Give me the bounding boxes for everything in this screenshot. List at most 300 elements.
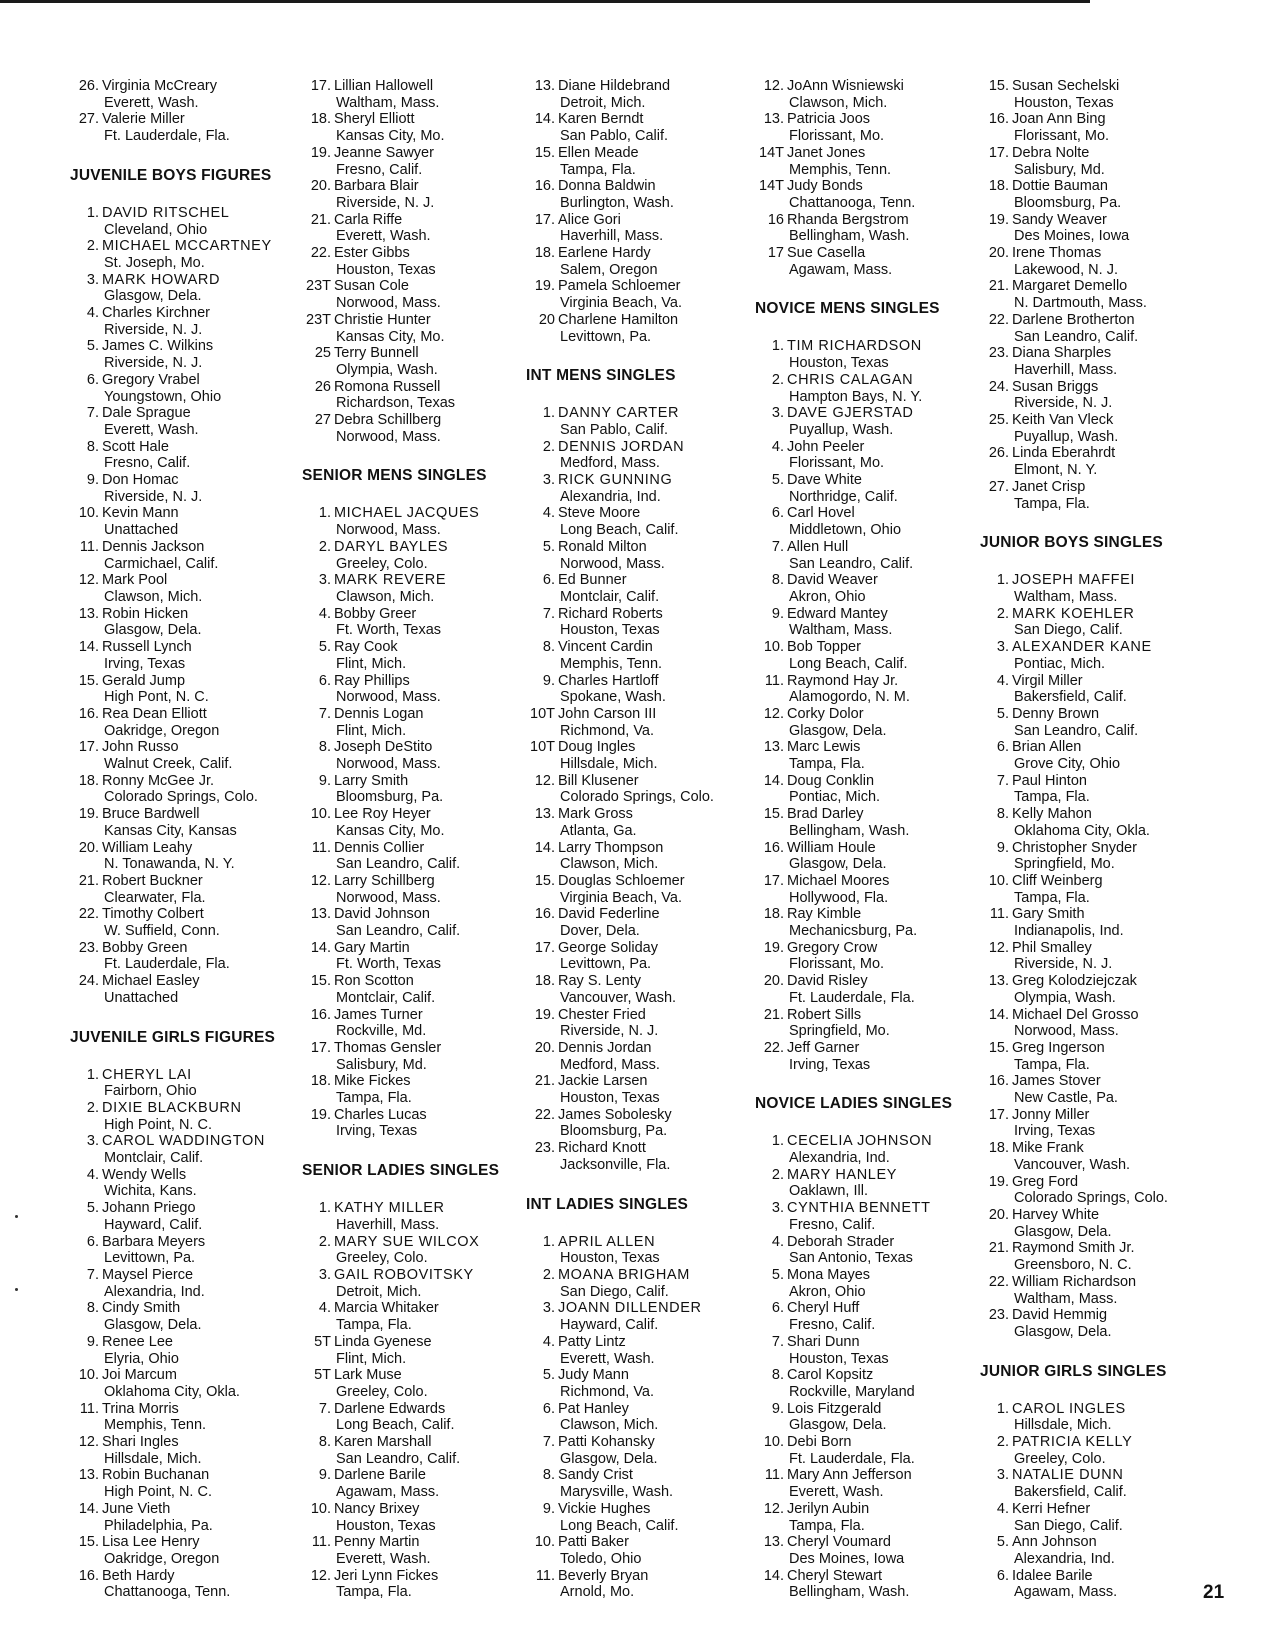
- placement-number: 15.: [534, 144, 555, 161]
- result-entry: [526, 1073, 714, 1106]
- result-entry: [755, 1133, 952, 1166]
- skater-name: John Russo: [102, 739, 179, 756]
- skater-location: Rockville, Maryland: [789, 1383, 915, 1400]
- skater-location: Elmont, N. Y.: [1014, 462, 1098, 479]
- placement-number: 23.: [534, 1140, 555, 1157]
- skater-name: Judy Bonds: [787, 178, 863, 195]
- result-entry: [980, 572, 1168, 605]
- skater-location: Flint, Mich.: [336, 722, 407, 739]
- skater-location: Arnold, Mo.: [560, 1584, 635, 1601]
- result-entry: [980, 1073, 1168, 1106]
- placement-number: 19.: [534, 278, 555, 295]
- skater-location: San Leandro, Calif.: [336, 1450, 461, 1467]
- placement-number: 13.: [534, 806, 555, 823]
- skater-name: Jeri Lynn Fickes: [334, 1567, 439, 1584]
- skater-location: Levittown, Pa.: [560, 956, 652, 973]
- skater-location: Riverside, N. J.: [1014, 395, 1113, 412]
- skater-name: Irene Thomas: [1012, 245, 1102, 262]
- skater-name: Debi Born: [787, 1434, 852, 1451]
- result-entry: [302, 1234, 499, 1267]
- placement-number: 22.: [988, 311, 1009, 328]
- placement-number: 7.: [542, 605, 555, 622]
- result-entry: [70, 806, 275, 839]
- skater-name: Joan Ann Bing: [1012, 111, 1106, 128]
- skater-name: Larry Thompson: [558, 839, 664, 856]
- placement-number: 8.: [86, 438, 99, 455]
- placement-number: 15.: [763, 806, 784, 823]
- placement-number: 5.: [996, 705, 1009, 722]
- skater-location: Bloomsburg, Pa.: [560, 1123, 668, 1140]
- skater-name: Bruce Bardwell: [102, 806, 200, 823]
- result-entry: [755, 1434, 952, 1467]
- placement-number: 13.: [763, 739, 784, 756]
- skater-location: Memphis, Tenn.: [560, 655, 663, 672]
- skater-location: Tampa, Fla.: [1014, 495, 1090, 512]
- skater-location: Pontiac, Mich.: [789, 789, 881, 806]
- skater-name: Brad Darley: [787, 806, 864, 823]
- result-entry: [755, 439, 952, 472]
- skater-name: DARYL BAYLES: [334, 538, 449, 555]
- skater-name: David Weaver: [787, 572, 878, 589]
- result-entry: [302, 245, 499, 278]
- skater-location: Wichita, Kans.: [104, 1183, 197, 1200]
- result-entry: [70, 572, 275, 605]
- skater-name: Ron Scotton: [334, 973, 414, 990]
- skater-name: DENNIS JORDAN: [558, 438, 685, 455]
- skater-location: Atlanta, Ga.: [560, 822, 637, 839]
- skater-name: Alice Gori: [558, 211, 621, 228]
- placement-number: 1.: [86, 204, 99, 221]
- placement-number: 7.: [996, 772, 1009, 789]
- skater-name: Edward Mantey: [787, 605, 888, 622]
- placement-number: 19.: [763, 939, 784, 956]
- result-entry: [755, 906, 952, 939]
- skater-location: Ft. Worth, Texas: [336, 956, 442, 973]
- skater-name: Trina Morris: [102, 1400, 179, 1417]
- skater-name: Christopher Snyder: [1012, 839, 1137, 856]
- skater-location: Oklahoma City, Okla.: [104, 1383, 240, 1400]
- skater-location: Greeley, Colo.: [336, 1250, 428, 1267]
- result-entry: [980, 1007, 1168, 1040]
- skater-location: San Leandro, Calif.: [1014, 328, 1139, 345]
- column-1: [70, 78, 275, 1601]
- result-entry: [70, 539, 275, 572]
- result-entry: [980, 1240, 1168, 1273]
- skater-name: JOSEPH MAFFEI: [1012, 572, 1136, 589]
- result-entry: [70, 1067, 275, 1100]
- skater-name: Lisa Lee Henry: [102, 1534, 200, 1551]
- skater-location: Hampton Bays, N. Y.: [789, 388, 923, 405]
- result-entry: [526, 1534, 714, 1567]
- result-entry: [526, 1140, 714, 1173]
- skater-name: Robert Sills: [787, 1006, 862, 1023]
- placement-number: 24.: [78, 973, 99, 990]
- result-entry: [526, 1040, 714, 1073]
- placement-number: 21.: [534, 1073, 555, 1090]
- result-entry: [302, 572, 499, 605]
- skater-name: Idalee Barile: [1012, 1567, 1093, 1584]
- section-heading: JUVENILE BOYS FIGURES: [70, 166, 272, 184]
- skater-location: Philadelphia, Pa.: [104, 1517, 213, 1534]
- result-entry: [755, 145, 952, 178]
- placement-number: 11.: [535, 1567, 555, 1584]
- result-entry: [526, 1300, 714, 1333]
- result-entry: [980, 1568, 1168, 1601]
- skater-name: Harvey White: [1012, 1207, 1100, 1223]
- skater-location: Ft. Worth, Texas: [336, 622, 442, 639]
- placement-number: 27.: [988, 478, 1009, 495]
- skater-name: Patty Lintz: [558, 1333, 626, 1350]
- skater-name: JOANN DILLENDER: [558, 1300, 702, 1317]
- skater-name: Gerald Jump: [102, 672, 186, 689]
- skater-location: San Leandro, Calif.: [336, 856, 461, 873]
- skater-name: MARK REVERE: [334, 572, 447, 589]
- result-entry: [70, 940, 275, 973]
- skater-location: Ft. Lauderdale, Fla.: [789, 1450, 915, 1467]
- result-entry: [980, 806, 1168, 839]
- result-entry: [526, 1568, 714, 1601]
- skater-location: Florissant, Mo.: [789, 128, 885, 145]
- skater-name: Dottie Bauman: [1012, 178, 1108, 195]
- placement-number: 2.: [771, 1166, 784, 1183]
- placement-number: 6.: [86, 371, 99, 388]
- skater-name: Vickie Hughes: [558, 1500, 651, 1517]
- result-entry: [70, 1234, 275, 1267]
- skater-location: Unattached: [104, 989, 179, 1006]
- placement-number: 6.: [771, 1300, 784, 1317]
- skater-location: Bellingham, Wash.: [789, 822, 910, 839]
- skater-location: Everett, Wash.: [336, 228, 431, 245]
- placement-number: 1.: [542, 1233, 555, 1250]
- skater-location: Kansas City, Mo.: [336, 128, 445, 145]
- skater-location: Chattanooga, Tenn.: [789, 194, 916, 211]
- skater-location: Olympia, Wash.: [1014, 989, 1116, 1006]
- skater-location: Norwood, Mass.: [1014, 1023, 1119, 1040]
- result-entry: [755, 1300, 952, 1333]
- skater-name: CYNTHIA BENNETT: [787, 1200, 931, 1217]
- placement-number: 21.: [78, 872, 99, 889]
- skater-name: Mike Fickes: [334, 1073, 411, 1090]
- skater-location: Houston, Texas: [336, 1517, 436, 1534]
- skater-location: Tampa, Fla.: [336, 1584, 412, 1601]
- skater-name: TIM RICHARDSON: [787, 338, 922, 355]
- result-entry: [302, 1534, 499, 1567]
- skater-name: Ray Kimble: [787, 906, 862, 923]
- skater-name: Beverly Bryan: [558, 1567, 649, 1584]
- skater-location: Bloomsburg, Pa.: [336, 789, 444, 806]
- placement-number: 23.: [988, 345, 1009, 362]
- skater-name: James C. Wilkins: [102, 338, 214, 355]
- skater-location: Florissant, Mo.: [1014, 128, 1110, 145]
- result-entry: [70, 739, 275, 772]
- result-entry: [980, 1107, 1168, 1140]
- skater-location: High Point, N. C.: [104, 1484, 212, 1501]
- skater-name: Raymond Hay Jr.: [787, 672, 899, 689]
- skater-location: Springfield, Mo.: [789, 1023, 890, 1040]
- skater-name: George Soliday: [558, 939, 658, 956]
- skater-location: Clawson, Mich.: [560, 1417, 659, 1434]
- skater-location: Detroit, Mich.: [336, 1283, 422, 1300]
- skater-name: Susan Sechelski: [1012, 78, 1120, 94]
- result-entry: [70, 673, 275, 706]
- skater-location: Hillsdale, Mich.: [1014, 1417, 1112, 1434]
- skater-name: GAIL ROBOVITSKY: [334, 1267, 474, 1283]
- skater-name: Mary Ann Jefferson: [787, 1467, 912, 1484]
- skater-name: Michael Easley: [102, 973, 200, 990]
- result-entry: [980, 1501, 1168, 1534]
- skater-name: Carla Riffe: [334, 211, 403, 228]
- skater-location: Elyria, Ohio: [104, 1350, 179, 1367]
- skater-name: Paul Hinton: [1012, 772, 1087, 789]
- placement-number: 4.: [771, 1233, 784, 1250]
- placement-number: 16.: [988, 111, 1009, 128]
- skater-name: Virginia McCreary: [102, 78, 217, 94]
- skater-location: Cleveland, Ohio: [104, 221, 208, 238]
- result-entry: [302, 906, 499, 939]
- result-entry: [755, 973, 952, 1006]
- result-entry: [526, 773, 714, 806]
- placement-number: 20.: [310, 178, 331, 195]
- result-entry: [755, 78, 952, 111]
- skater-name: Deborah Strader: [787, 1233, 895, 1250]
- result-entry: [980, 906, 1168, 939]
- placement-number: 15.: [78, 1534, 99, 1551]
- placement-number: 6.: [542, 572, 555, 589]
- result-entry: [526, 1334, 714, 1367]
- result-entry: [526, 940, 714, 973]
- result-entry: [302, 940, 499, 973]
- skater-name: Dale Sprague: [102, 405, 191, 422]
- skater-name: Darlene Barile: [334, 1467, 426, 1484]
- placement-number: 14.: [988, 1006, 1009, 1023]
- skater-name: Michael Del Grosso: [1012, 1006, 1139, 1023]
- result-entry: [526, 1234, 714, 1267]
- placement-number: 20.: [763, 973, 784, 990]
- placement-number: 9.: [542, 1500, 555, 1517]
- skater-location: Bellingham, Wash.: [789, 1584, 910, 1601]
- result-entry: [980, 973, 1168, 1006]
- skater-location: Bellingham, Wash.: [789, 228, 910, 245]
- skater-name: Ann Johnson: [1012, 1534, 1097, 1551]
- skater-location: Clawson, Mich.: [560, 856, 659, 873]
- skater-location: Tampa, Fla.: [336, 1317, 412, 1334]
- skater-name: Charlene Hamilton: [558, 311, 679, 328]
- skater-name: Margaret Demello: [1012, 278, 1128, 295]
- placement-number: 19.: [310, 144, 331, 161]
- result-entry: [980, 312, 1168, 345]
- placement-number: 12.: [988, 939, 1009, 956]
- placement-number: 16.: [988, 1073, 1009, 1090]
- skater-location: Clawson, Mich.: [104, 588, 203, 605]
- skater-name: CECELIA JOHNSON: [787, 1133, 933, 1150]
- placement-number: 14T: [759, 144, 784, 161]
- skater-location: Lakewood, N. J.: [1014, 261, 1118, 278]
- placement-number: 27.: [78, 111, 99, 128]
- skater-name: Jeanne Sawyer: [334, 144, 434, 161]
- skater-name: Kelly Mahon: [1012, 806, 1092, 823]
- skater-location: Salisbury, Md.: [336, 1056, 427, 1073]
- result-entry: [302, 1434, 499, 1467]
- skater-location: Spokane, Wash.: [560, 689, 666, 706]
- skater-location: Detroit, Mich.: [560, 94, 646, 111]
- result-entry: [755, 1334, 952, 1367]
- skater-location: Carmichael, Calif.: [104, 555, 219, 572]
- skater-name: Ray S. Lenty: [558, 973, 642, 990]
- placement-number: 3.: [771, 1200, 784, 1217]
- result-entry: [980, 445, 1168, 478]
- skater-name: Robert Buckner: [102, 872, 203, 889]
- result-entry: [302, 1267, 499, 1300]
- result-entry: [526, 472, 714, 505]
- section-heading: NOVICE LADIES SINGLES: [755, 1095, 953, 1113]
- placement-number: 5.: [318, 639, 331, 656]
- placement-number: 2.: [996, 1434, 1009, 1451]
- skater-name: JoAnn Wisniewski: [787, 78, 904, 94]
- skater-location: Vancouver, Wash.: [1014, 1156, 1131, 1173]
- skater-name: Vincent Cardin: [558, 639, 653, 656]
- skater-name: Mike Frank: [1012, 1140, 1084, 1157]
- result-entry: [526, 706, 714, 739]
- skater-name: Mona Mayes: [787, 1267, 871, 1283]
- result-entry: [980, 111, 1168, 144]
- placement-number: 7.: [771, 1333, 784, 1350]
- result-entry: [980, 1534, 1168, 1567]
- placement-number: 12.: [310, 1567, 331, 1584]
- skater-location: Tampa, Fla.: [789, 1517, 865, 1534]
- skater-location: Fresno, Calif.: [104, 455, 191, 472]
- placement-number: 22.: [763, 1039, 784, 1056]
- skater-location: Kansas City, Mo.: [336, 822, 445, 839]
- skater-name: Jeff Garner: [787, 1039, 860, 1056]
- placement-number: 12.: [310, 872, 331, 889]
- skater-name: Ray Cook: [334, 639, 398, 656]
- skater-name: Dennis Collier: [334, 839, 425, 856]
- skater-name: Gary Martin: [334, 939, 410, 956]
- placement-number: 11.: [764, 672, 784, 689]
- result-entry: [755, 1167, 952, 1200]
- result-entry: [980, 673, 1168, 706]
- result-entry: [755, 706, 952, 739]
- skater-location: Norwood, Mass.: [336, 295, 441, 312]
- skater-name: Barbara Meyers: [102, 1233, 206, 1250]
- skater-location: High Pont, N. C.: [104, 689, 209, 706]
- skater-location: Mechanicsburg, Pa.: [789, 923, 918, 940]
- column-5: [980, 78, 1168, 1601]
- result-entry: [526, 906, 714, 939]
- skater-location: Grove City, Ohio: [1014, 756, 1121, 773]
- skater-location: Montclair, Calif.: [104, 1150, 204, 1167]
- result-entry: [526, 806, 714, 839]
- placement-number: 10.: [763, 639, 784, 656]
- placement-number: 4.: [318, 1300, 331, 1317]
- result-entry: [980, 773, 1168, 806]
- result-entry: [755, 873, 952, 906]
- skater-name: DAVE GJERSTAD: [787, 405, 914, 422]
- placement-number: 23.: [988, 1307, 1009, 1324]
- result-entry: [980, 940, 1168, 973]
- skater-location: St. Joseph, Mo.: [104, 254, 205, 271]
- result-entry: [755, 739, 952, 772]
- skater-location: Riverside, N. J.: [1014, 956, 1113, 973]
- skater-name: Susan Cole: [334, 278, 409, 295]
- skater-name: Kerri Hefner: [1012, 1500, 1091, 1517]
- skater-location: Tampa, Fla.: [1014, 889, 1090, 906]
- skater-name: MARY HANLEY: [787, 1166, 898, 1183]
- skater-name: Mark Pool: [102, 572, 168, 589]
- placement-number: 18.: [534, 973, 555, 990]
- skater-name: Greg Ford: [1012, 1173, 1079, 1190]
- placement-number: 20: [538, 311, 555, 328]
- placement-number: 17.: [534, 939, 555, 956]
- result-entry: [980, 145, 1168, 178]
- placement-number: 10.: [310, 1500, 331, 1517]
- skater-name: MICHAEL MCCARTNEY: [102, 238, 272, 255]
- skater-name: Dave White: [787, 472, 862, 489]
- result-entry: [70, 639, 275, 672]
- result-entry: [526, 1267, 714, 1300]
- placement-number: 10T: [530, 705, 555, 722]
- result-entry: [526, 673, 714, 706]
- column-3: [526, 78, 714, 1601]
- skater-location: Norwood, Mass.: [336, 689, 441, 706]
- skater-name: Richard Knott: [558, 1140, 646, 1157]
- skater-location: Colorado Springs, Colo.: [560, 789, 714, 806]
- skater-location: Waltham, Mass.: [1014, 1290, 1118, 1307]
- result-entry: [980, 1040, 1168, 1073]
- skater-name: Joseph DeStito: [334, 739, 433, 756]
- skater-location: Florissant, Mo.: [789, 956, 885, 973]
- result-entry: [526, 505, 714, 538]
- placement-number: 2.: [86, 1099, 99, 1116]
- result-entry: [526, 439, 714, 472]
- placement-number: 23.: [78, 939, 99, 956]
- placement-number: 12.: [534, 772, 555, 789]
- skater-name: Shari Ingles: [102, 1434, 179, 1451]
- skater-location: Kansas City, Kansas: [104, 822, 237, 839]
- skater-name: Jonny Miller: [1012, 1106, 1090, 1123]
- placement-number: 19.: [988, 1173, 1009, 1190]
- skater-name: Chester Fried: [558, 1006, 646, 1023]
- skater-name: Dennis Logan: [334, 705, 424, 722]
- placement-number: 12.: [763, 78, 784, 94]
- result-entry: [755, 1040, 952, 1073]
- skater-name: Darlene Edwards: [334, 1400, 446, 1417]
- placement-number: 1.: [996, 1400, 1009, 1417]
- placement-number: 17.: [534, 211, 555, 228]
- placement-number: 22.: [78, 906, 99, 923]
- placement-number: 2.: [996, 605, 1009, 622]
- skater-name: Steve Moore: [558, 505, 641, 522]
- skater-location: Hillsdale, Mich.: [560, 756, 658, 773]
- result-entry: [526, 405, 714, 438]
- skater-name: Janet Crisp: [1012, 478, 1086, 495]
- skater-location: Virginia Beach, Va.: [560, 889, 682, 906]
- skater-location: Agawam, Mass.: [1014, 1584, 1118, 1601]
- placement-number: 10.: [534, 1534, 555, 1551]
- skater-location: Alexandria, Ind.: [560, 488, 661, 505]
- result-entry: [755, 1401, 952, 1434]
- placement-number: 20.: [534, 1039, 555, 1056]
- skater-location: Riverside, N. J.: [336, 194, 435, 211]
- placement-number: 13.: [78, 605, 99, 622]
- skater-location: Everett, Wash.: [560, 1350, 655, 1367]
- skater-name: Lois Fitzgerald: [787, 1400, 882, 1417]
- placement-number: 17.: [988, 144, 1009, 161]
- result-entry: [526, 78, 714, 111]
- placement-number: 25: [314, 345, 331, 362]
- placement-number: 16: [767, 211, 784, 228]
- skater-location: Chattanooga, Tenn.: [104, 1584, 231, 1601]
